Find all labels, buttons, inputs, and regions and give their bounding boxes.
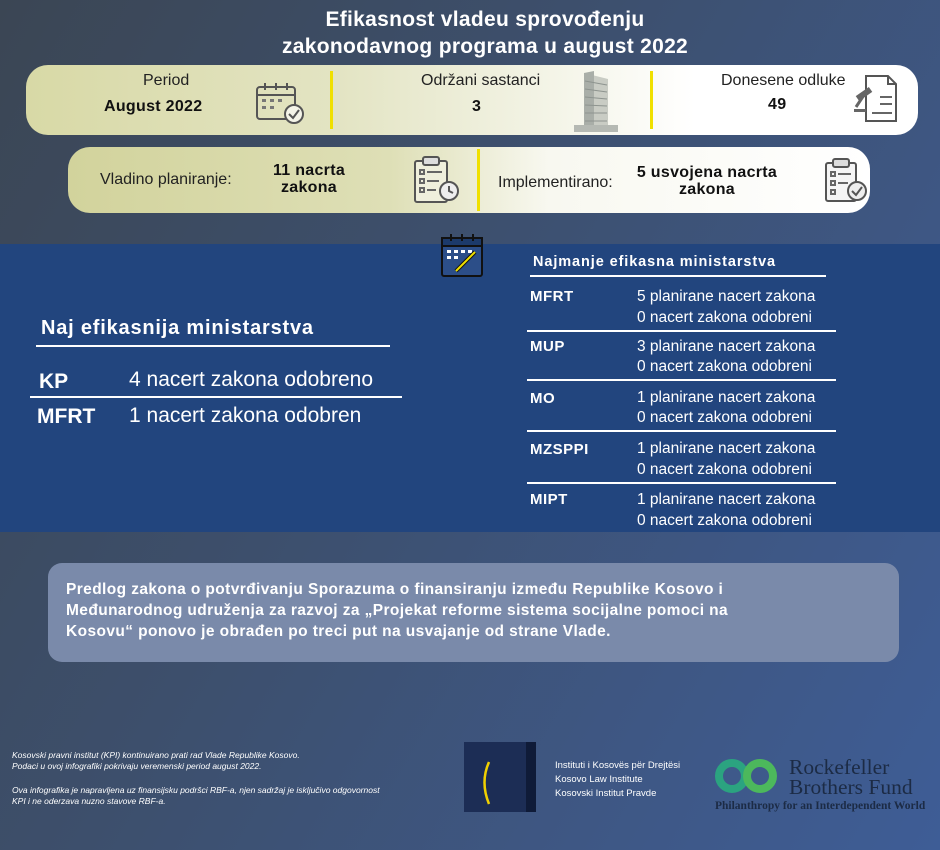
note-line-3: Kosovu“ ponovo je obrađen po treci put na usvajanje od strane Vlade. [66, 623, 611, 640]
note-line-1: Predlog zakona o potvrđivanju Sporazuma o finansiranju između Republike Kosovo i [66, 581, 724, 598]
footer-line-4: KPI i ne oderzava nuzno stavove RBF-a. [12, 796, 166, 806]
planning-value-line-2: zakona [280, 179, 338, 196]
clipboard-clock-icon [412, 154, 462, 211]
footer-disclaimer [12, 785, 380, 807]
rbf-tagline: Philanthropy for an Interdependent World [715, 800, 926, 812]
footer-line-1: Kosovski pravni institut (KPI) kontinuirano prati rad Vlade Republike Kosovo. [12, 750, 300, 760]
footer-line-3: Ova infografika je napravljena uz finansijsku podršci RBF-a, njen sadržaj je isključivo odgovornost [12, 785, 380, 795]
divider [530, 275, 826, 277]
planning-panel [68, 147, 870, 213]
implemented-value-line-2: zakona [678, 181, 736, 198]
worst-ministry-code: MIPT [530, 491, 568, 508]
rbf-logo-icon [714, 758, 780, 799]
worst-ministries-title: Najmanje efikasna ministarstva [533, 254, 776, 270]
calendar-pen-icon [438, 232, 486, 285]
footer-note [12, 750, 300, 772]
decisions-value: 49 [768, 96, 787, 113]
law-note-box [48, 563, 899, 662]
government-building-icon [570, 67, 622, 135]
planning-value-line-1: 11 nacrta [272, 162, 346, 179]
kli-name-albanian: Instituti i Kosovës për Drejtësi [555, 760, 681, 771]
calendar-check-icon [254, 80, 306, 131]
divider [30, 396, 402, 398]
worst-ministry-planned: 1 planirane nacert zakona [637, 491, 816, 508]
page-title [0, 6, 940, 60]
worst-ministry-approved: 0 nacert zakona odobreni [637, 461, 812, 478]
worst-ministry-planned: 1 planirane nacert zakona [637, 389, 816, 406]
note-line-2: Međunarodnog udruženja za razvoj za „Projekat reforme sistema socijalne pomoci na [66, 602, 729, 619]
kli-name-serbian: Kosovski Institut Pravde [555, 788, 657, 799]
best-ministries-title: Naj efikasnija ministarstva [41, 317, 314, 339]
separator [477, 149, 480, 211]
worst-ministry-code: MUP [530, 338, 565, 355]
separator [650, 71, 653, 129]
worst-ministry-approved: 0 nacert zakona odobreni [637, 309, 812, 326]
planning-value [260, 162, 358, 196]
best-ministry-code: MFRT [37, 405, 96, 428]
decisions-label: Donesene odluke [721, 72, 846, 89]
divider [36, 345, 390, 347]
meetings-value: 3 [472, 98, 482, 115]
footer-line-2: Podaci u ovoj infografiki pokrivaju veremenski period august 2022. [12, 761, 262, 771]
title-line-2: zakonodavnog programa u august 2022 [281, 35, 689, 58]
kli-name-english: Kosovo Law Institute [555, 774, 643, 785]
worst-ministry-approved: 0 nacert zakona odobreni [637, 409, 812, 426]
implemented-value [632, 164, 782, 198]
worst-ministry-approved: 0 nacert zakona odobreni [637, 358, 812, 375]
implemented-value-line-1: 5 usvojena nacrta [636, 164, 778, 181]
period-value: August 2022 [104, 98, 203, 115]
divider [527, 379, 836, 381]
worst-ministry-approved: 0 nacert zakona odobreni [637, 512, 812, 529]
summary-panel [26, 65, 918, 135]
worst-ministry-planned: 5 planirane nacert zakona [637, 288, 816, 305]
worst-ministry-planned: 1 planirane nacert zakona [637, 440, 816, 457]
worst-ministry-planned: 3 planirane nacert zakona [637, 338, 816, 355]
best-ministry-text: 4 nacert zakona odobreno [129, 368, 374, 391]
worst-ministry-code: MZSPPI [530, 441, 589, 458]
clipboard-check-icon [823, 157, 869, 210]
gavel-document-icon [852, 73, 900, 130]
divider [527, 430, 836, 432]
period-label: Period [143, 72, 190, 89]
worst-ministry-code: MO [530, 390, 556, 407]
title-line-1: Efikasnost vladeu sprovođenju [325, 8, 645, 31]
planning-label: Vladino planiranje: [100, 171, 232, 188]
meetings-label: Održani sastanci [421, 72, 541, 89]
divider [527, 482, 836, 484]
best-ministry-code: KP [39, 370, 69, 393]
divider [527, 330, 836, 332]
kli-logo [464, 742, 546, 817]
separator [330, 71, 333, 129]
implemented-label: Implementirano: [498, 174, 613, 191]
worst-ministry-code: MFRT [530, 288, 574, 305]
best-ministry-text: 1 nacert zakona odobren [129, 404, 362, 427]
rbf-name-line-1: Rockefeller [789, 755, 890, 779]
rbf-name-line-2: Brothers Fund [789, 775, 913, 799]
